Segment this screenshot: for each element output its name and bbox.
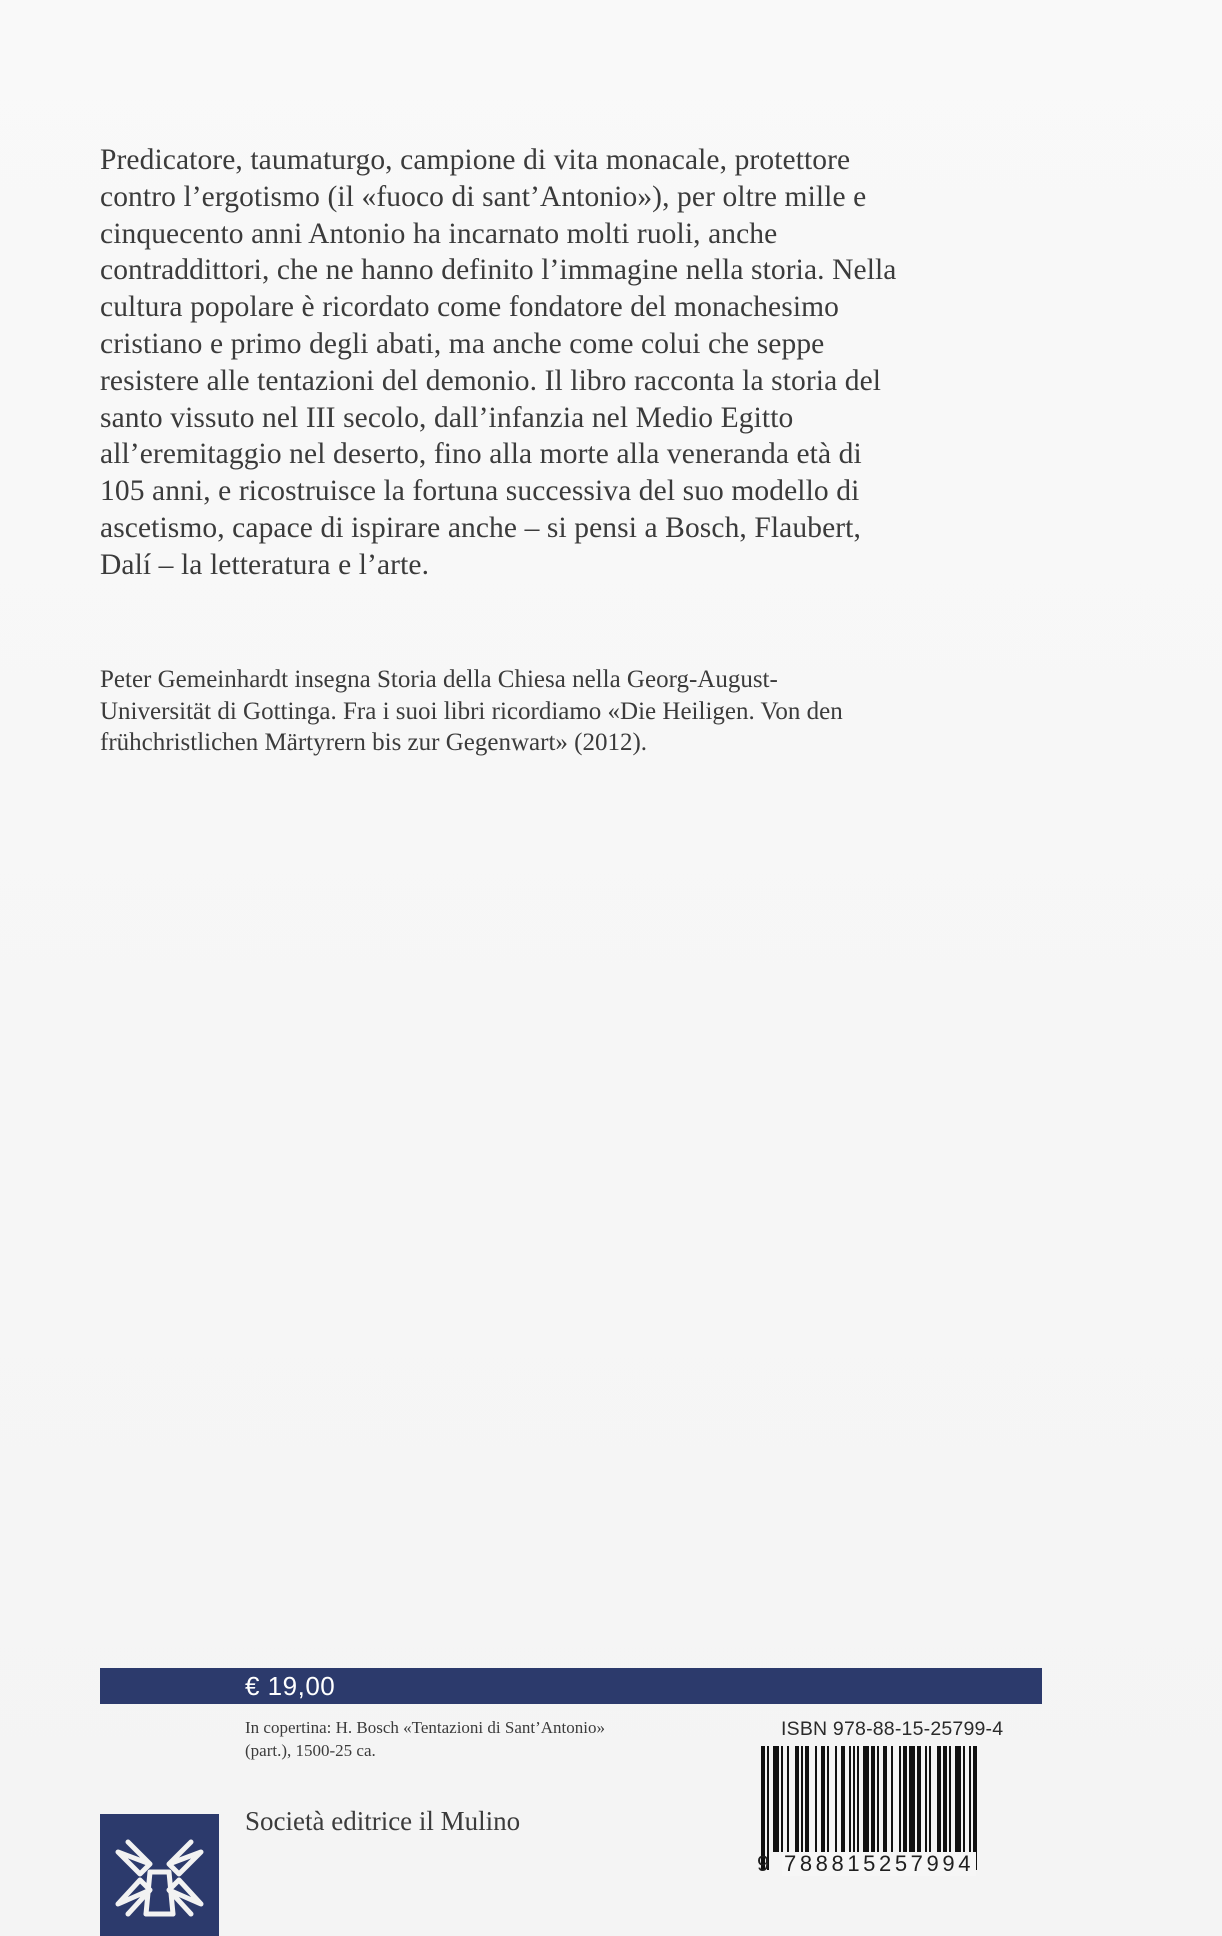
isbn-label: ISBN 978-88-15-25799-4 xyxy=(781,1718,1004,1740)
windmill-icon xyxy=(100,1814,219,1936)
cover-credit: In copertina: H. Bosch «Tentazioni di Sant’Antonio» (part.), 1500-25 ca. xyxy=(245,1718,605,1760)
author-bio: Peter Gemeinhardt insegna Storia della Chiesa nella Georg-August- Universität di Gottinga. Fra i suoi libri ricordiamo «Die Heiligen. Von den frühchristlichen Märtyrern bis zur Gegenwart» (2012). xyxy=(100,666,843,756)
price-bar xyxy=(100,1668,1042,1704)
publisher-name: Società editrice il Mulino xyxy=(245,1806,521,1836)
publisher-logo xyxy=(100,1814,219,1936)
barcode-digits: 788815257994 xyxy=(784,1851,975,1876)
barcode-first-digit: 9 xyxy=(757,1851,770,1876)
price-label: € 19,00 xyxy=(245,1671,336,1701)
book-blurb: Predicatore, taumaturgo, campione di vita monacale, protettore contro l’ergotismo (il «fuoco di sant’Antonio»), per oltre mille e cinquecento anni Antonio ha incarnato molti ruoli, anche contraddittori, che ne hanno definito l’immagine nella storia. Nella cultura popolare è ricordato come fondatore del monachesimo cristiano e primo degli abati, ma anche come colui che seppe resistere alle tentazioni del demonio. Il libro racconta la storia del santo vissuto nel III secolo, dall’infanzia nel Medio Egitto all’eremitaggio nel deserto, fino alla morte alla veneranda età di 105 anni, e ricostruisce la fortuna successiva del suo modello di ascetismo, capace di ispirare anche – si pensi a Bosch, Flaubert, Dalí – la letteratura e l’arte. xyxy=(100,144,897,581)
